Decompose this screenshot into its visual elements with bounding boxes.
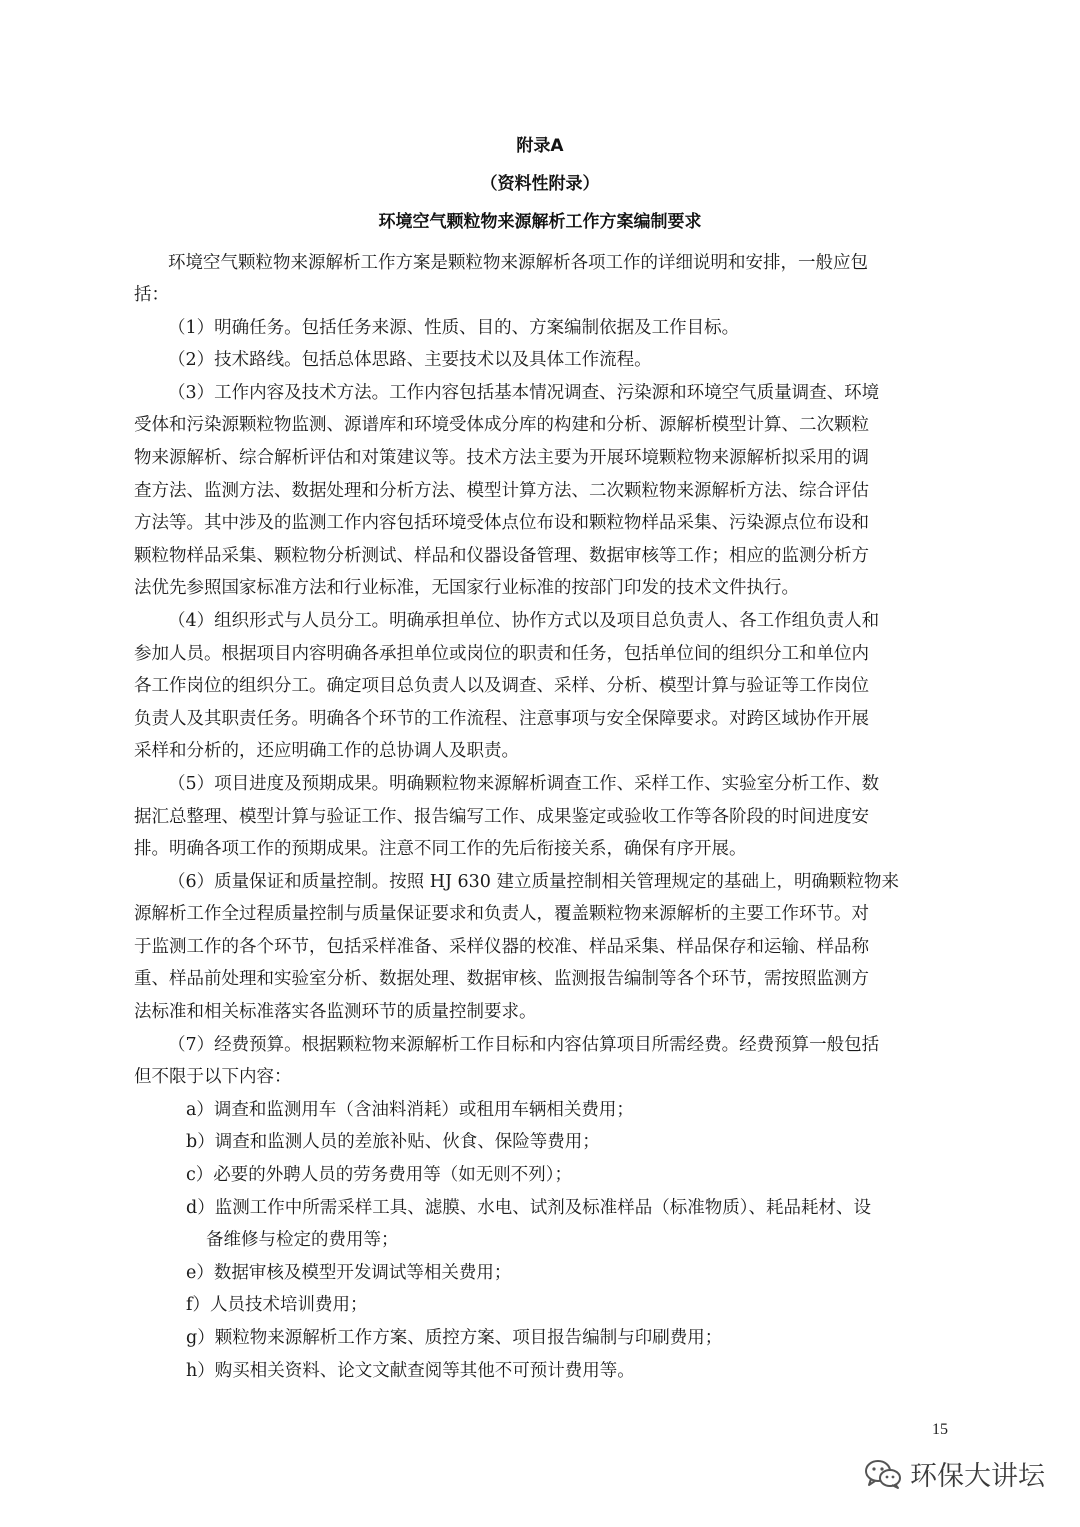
list-item: c）必要的外聘人员的劳务费用等（如无则不列）； — [186, 1165, 573, 1185]
text-line: （1）明确任务。包括任务来源、性质、目的、方案编制依据及工作目标。 — [168, 318, 740, 338]
watermark-text: 环保大讲坛 — [910, 1461, 1045, 1492]
text-line: （4）组织形式与人员分工。明确承担单位、协作方式以及项目总负责人、各工作组负责人和 — [168, 611, 880, 631]
text-line: 但不限于以下内容： — [134, 1067, 292, 1087]
text-line: 查方法、监测方法、数据处理和分析方法、模型计算方法、二次颗粒物来源解析方法、综合评估 — [134, 481, 869, 501]
text-line: 各工作岗位的组织分工。确定项目总负责人以及调查、采样、分析、模型计算与验证等工作岗位 — [134, 676, 869, 696]
text-line: 法优先参照国家标准方法和行业标准，无国家行业标准的按部门印发的技术文件执行。 — [134, 578, 799, 598]
text-line: 括： — [134, 285, 169, 305]
text-line: 物来源解析、综合解析评估和对策建议等。技术方法主要为开展环境颗粒物来源解析拟采用的调 — [134, 448, 869, 468]
text-line: 受体和污染源颗粒物监测、源谱库和环境受体成分库的构建和分析、源解析模型计算、二次颗粒 — [134, 415, 869, 435]
list-item: b）调查和监测人员的差旅补贴、伙食、保险等费用； — [186, 1132, 600, 1152]
text-line: （2）技术路线。包括总体思路、主要技术以及具体工作流程。 — [168, 350, 652, 370]
text-line: （5）项目进度及预期成果。明确颗粒物来源解析调查工作、采样工作、实验室分析工作、数 — [168, 774, 880, 794]
text-line: 于监测工作的各个环节，包括采样准备、采样仪器的校准、样品采集、样品保存和运输、样品称 — [134, 937, 869, 957]
document-title: 环境空气颗粒物来源解析工作方案编制要求 — [378, 212, 702, 232]
text-line: 参加人员。根据项目内容明确各承担单位或岗位的职责和任务，包括单位间的组织分工和单位内 — [134, 644, 869, 664]
page-number: 15 — [932, 1421, 948, 1438]
text-line: 据汇总整理、模型计算与验证工作、报告编写工作、成果鉴定或验收工作等各阶段的时间进度安 — [134, 807, 869, 827]
text-line: （6）质量保证和质量控制。按照 HJ 630 建立质量控制相关管理规定的基础上，明确颗粒物来 — [168, 872, 899, 892]
text-line: 方法等。其中涉及的监测工作内容包括环境受体点位布设和颗粒物样品采集、污染源点位布设和 — [134, 513, 869, 533]
text-line: （7）经费预算。根据颗粒物来源解析工作目标和内容估算项目所需经费。经费预算一般包括 — [168, 1035, 880, 1055]
text-line: 负责人及其职责任务。明确各个环节的工作流程、注意事项与安全保障要求。对跨区域协作开展 — [134, 709, 869, 729]
list-item: d）监测工作中所需采样工具、滤膜、水电、试剂及标准样品（标准物质）、耗品耗材、设 — [186, 1198, 871, 1218]
text-line: 源解析工作全过程质量控制与质量保证要求和负责人，覆盖颗粒物来源解析的主要工作环节。对 — [134, 904, 869, 924]
list-item: g）颗粒物来源解析工作方案、质控方案、项目报告编制与印刷费用； — [186, 1328, 723, 1348]
text-line: 颗粒物样品采集、颗粒物分析测试、样品和仪器设备管理、数据审核等工作；相应的监测分析方 — [134, 546, 869, 566]
text-line: 重、样品前处理和实验室分析、数据处理、数据审核、监测报告编制等各个环节，需按照监测方 — [134, 969, 869, 989]
list-item: f）人员技术培训费用； — [186, 1295, 368, 1315]
text-line: 排。明确各项工作的预期成果。注意不同工作的先后衔接关系，确保有序开展。 — [134, 839, 747, 859]
appendix-nature: （资料性附录） — [480, 174, 600, 194]
wechat-icon — [864, 1458, 902, 1490]
text-line: （3）工作内容及技术方法。工作内容包括基本情况调查、污染源和环境空气质量调查、环境 — [168, 383, 880, 403]
watermark — [864, 1454, 1045, 1493]
list-item: a）调查和监测用车（含油料消耗）或租用车辆相关费用； — [186, 1100, 634, 1120]
text-line: 采样和分析的，还应明确工作的总协调人及职责。 — [134, 741, 519, 761]
list-item-continuation: 备维修与检定的费用等； — [206, 1230, 399, 1250]
text-line: 法标准和相关标准落实各监测环节的质量控制要求。 — [134, 1002, 537, 1022]
list-item: h）购买相关资料、论文文献查阅等其他不可预计费用等。 — [186, 1361, 635, 1381]
text-line: 环境空气颗粒物来源解析工作方案是颗粒物来源解析各项工作的详细说明和安排，一般应包 — [168, 253, 868, 273]
appendix-label: 附录A — [516, 136, 564, 156]
list-item: e）数据审核及模型开发调试等相关费用； — [186, 1263, 512, 1283]
